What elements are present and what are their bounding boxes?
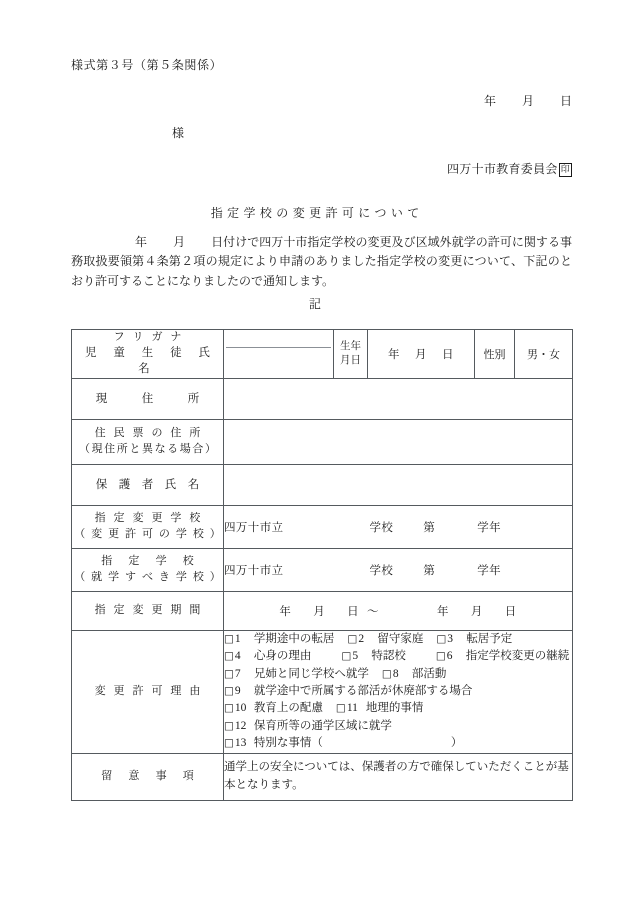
checkbox-icon-4[interactable]: □: [224, 650, 234, 663]
checkbox-icon-2[interactable]: □: [347, 632, 358, 645]
reason-num-2: 2: [358, 632, 365, 645]
body-paragraph: [71, 233, 572, 291]
period-to-year: 年: [436, 605, 449, 618]
changed-school-sublabel: （ 変 更 許 可 の 学 校 ）: [74, 527, 223, 540]
reason-item-6[interactable]: [436, 648, 569, 665]
body-date-year: 年: [135, 235, 148, 249]
reason-item-12[interactable]: [224, 718, 392, 735]
table-row-reason: [72, 630, 573, 753]
label-reason: [72, 630, 224, 753]
reason-text-11: 地理的事情: [365, 702, 424, 715]
reason-text-10: 教育上の配慮: [253, 702, 323, 715]
guardian-name-input[interactable]: [224, 464, 573, 505]
reason-item-2[interactable]: [347, 631, 423, 648]
body-date-month: 月: [173, 235, 186, 249]
changed-school-input[interactable]: [224, 505, 573, 548]
table-row-changed-school: [72, 505, 573, 548]
designated-school-nth: 第: [423, 564, 436, 577]
date-of-birth-input[interactable]: [368, 330, 475, 379]
dob-day: 日: [442, 348, 454, 361]
addressee-honorific: 様: [172, 126, 185, 140]
reason-line-5: [224, 700, 572, 717]
period-input[interactable]: [224, 591, 573, 630]
form-number: 様式第３号（第５条関係）: [71, 58, 223, 72]
designated-school-sublabel: （ 就 学 す べ き 学 校 ）: [74, 570, 223, 583]
checkbox-icon-1[interactable]: □: [224, 632, 234, 645]
reason-num-3: 3: [447, 632, 454, 645]
period-tilde: ～: [367, 605, 379, 618]
reason-text-8: 部活動: [411, 667, 447, 680]
label-changed-school: [72, 505, 224, 548]
label-guardian-name: [72, 464, 224, 505]
seal-icon: 印: [559, 163, 572, 177]
reason-item-5[interactable]: [341, 648, 405, 665]
reason-text-4: 心身の理由: [253, 650, 312, 663]
reason-num-7: 7: [234, 667, 241, 680]
designated-school-word: 学校: [369, 564, 394, 577]
changed-school-prefix: 四万十市立: [224, 521, 284, 534]
designated-school-prefix: 四万十市立: [224, 564, 284, 577]
header-date-day: 日: [559, 94, 572, 108]
reason-num-10: 10: [234, 702, 247, 715]
residence-address-input[interactable]: [224, 419, 573, 464]
period-label: 指 定 変 更 期 間: [94, 603, 203, 616]
reason-text-13: 特別な事情（: [253, 737, 323, 750]
checkbox-icon-7[interactable]: □: [224, 667, 234, 680]
reason-line-3: [224, 666, 572, 683]
reason-item-3[interactable]: [436, 631, 512, 648]
reason-num-11: 11: [346, 702, 358, 715]
reason-text-12: 保育所等の通学区域に就学: [253, 719, 392, 732]
residence-address-sublabel: （現住所と異なる場合）: [78, 442, 218, 455]
label-designated-school: [72, 548, 224, 591]
dob-month: 月: [415, 348, 427, 361]
reason-13-close-paren: ）: [450, 737, 463, 750]
checkbox-icon-11[interactable]: □: [335, 702, 346, 715]
form-table: [71, 329, 573, 801]
table-row-notes: [72, 753, 573, 800]
furigana-label: フ リ ガ ナ: [113, 331, 185, 343]
changed-school-nth: 第: [423, 521, 436, 534]
reason-text-5: 特認校: [371, 650, 406, 663]
label-residence-address: [72, 419, 224, 464]
reason-num-4: 4: [234, 650, 241, 663]
label-sex: 性別: [475, 330, 515, 379]
dob-year: 年: [388, 348, 400, 361]
checkbox-icon-13[interactable]: □: [224, 737, 234, 750]
changed-school-label: 指 定 変 更 学 校: [94, 512, 203, 525]
reason-item-11[interactable]: [336, 700, 423, 717]
reason-item-1[interactable]: [224, 631, 334, 648]
student-name-input[interactable]: [224, 330, 334, 379]
label-date-of-birth: 生年 月日: [334, 330, 368, 379]
reason-num-13: 13: [234, 737, 247, 750]
checkbox-icon-6[interactable]: □: [435, 650, 446, 663]
period-to-month: 月: [470, 605, 483, 618]
reason-line-4: [224, 683, 572, 700]
reason-line-6: [224, 718, 572, 735]
period-from-day: 日: [347, 605, 360, 618]
table-row-guardian: [72, 464, 573, 505]
current-address-label: 現 住 所: [95, 392, 200, 405]
reason-item-7[interactable]: [224, 666, 369, 683]
checkbox-icon-10[interactable]: □: [224, 702, 234, 715]
checkbox-icon-9[interactable]: □: [224, 684, 234, 697]
checkbox-icon-12[interactable]: □: [224, 719, 234, 732]
reason-text-6: 指定学校変更の継続: [465, 650, 570, 663]
table-row-residence-address: [72, 419, 573, 464]
reason-item-4[interactable]: [224, 648, 311, 665]
label-current-address: [72, 378, 224, 419]
reason-num-8: 8: [392, 667, 399, 680]
header-date-line: [484, 92, 572, 109]
reason-item-13[interactable]: [224, 735, 462, 752]
guardian-name-label: 保 護 者 氏 名: [95, 478, 200, 491]
reason-line-7: [224, 735, 572, 752]
reason-num-12: 12: [234, 719, 247, 732]
reason-item-8[interactable]: [382, 666, 446, 683]
label-period: [72, 591, 224, 630]
reason-text-9: 就学途中で所属する部活が休廃部する場合: [253, 684, 473, 697]
changed-school-word: 学校: [369, 521, 394, 534]
checkbox-icon-3[interactable]: □: [436, 632, 447, 645]
reason-text-2: 留守家庭: [377, 632, 424, 645]
reason-checkbox-list: [224, 630, 573, 753]
student-name-value: [224, 348, 333, 370]
reason-line-1: [224, 631, 572, 648]
student-name-label: 児 童 生 徒 氏 名: [85, 347, 217, 376]
table-row-current-address: [72, 378, 573, 419]
designated-school-input[interactable]: [224, 548, 573, 591]
period-from-month: 月: [313, 605, 326, 618]
checkbox-icon-8[interactable]: □: [381, 667, 392, 680]
table-row-name: [72, 330, 573, 379]
reason-text-1: 学期途中の転居: [253, 632, 335, 645]
reason-num-1: 1: [234, 632, 241, 645]
period-from-year: 年: [279, 605, 292, 618]
issuer-name: 四万十市教育委員会: [446, 162, 558, 176]
page-title: 指定学校の変更許可について: [210, 206, 424, 220]
reason-text-3: 転居予定: [466, 632, 513, 645]
current-address-input[interactable]: [224, 378, 573, 419]
reason-num-9: 9: [234, 684, 241, 697]
header-date-month: 月: [521, 94, 534, 108]
notes-value: 通学上の安全については、保護者の方で確保していただくことが基本となります。: [224, 753, 573, 800]
reason-label: 変 更 許 可 理 由: [94, 685, 203, 698]
sex-value-option[interactable]: 男・女: [515, 330, 573, 379]
reason-num-6: 6: [446, 650, 453, 663]
reason-text-7: 兄姉と同じ学校へ就学: [253, 667, 369, 680]
header-date-year: 年: [483, 94, 496, 108]
designated-school-grade: 学年: [477, 564, 502, 577]
table-row-period: [72, 591, 573, 630]
reason-item-9[interactable]: [224, 683, 472, 700]
reason-num-5: 5: [352, 650, 359, 663]
notes-label: 留 意 事 項: [101, 770, 197, 783]
label-student-name: [72, 330, 224, 379]
reason-item-10[interactable]: [224, 700, 323, 717]
checkbox-icon-5[interactable]: □: [341, 650, 352, 663]
table-row-designated-school: [72, 548, 573, 591]
residence-address-label: 住 民 票 の 住 所: [94, 427, 203, 440]
reason-line-2: [224, 648, 572, 665]
body-main-text: 日付けで四万十市指定学校の変更及び区域外就学の許可に関する事務取扱要領第４条第２項の規定により申請のありました指定学校の変更について、下記のとおり許可することになりましたので通知します。: [71, 235, 572, 288]
ki-mark: 記: [308, 297, 321, 311]
issuer-line: [447, 160, 572, 177]
period-to-day: 日: [504, 605, 517, 618]
label-notes: [72, 753, 224, 800]
changed-school-grade: 学年: [477, 521, 502, 534]
designated-school-label: 指 定 学 校: [101, 555, 197, 568]
